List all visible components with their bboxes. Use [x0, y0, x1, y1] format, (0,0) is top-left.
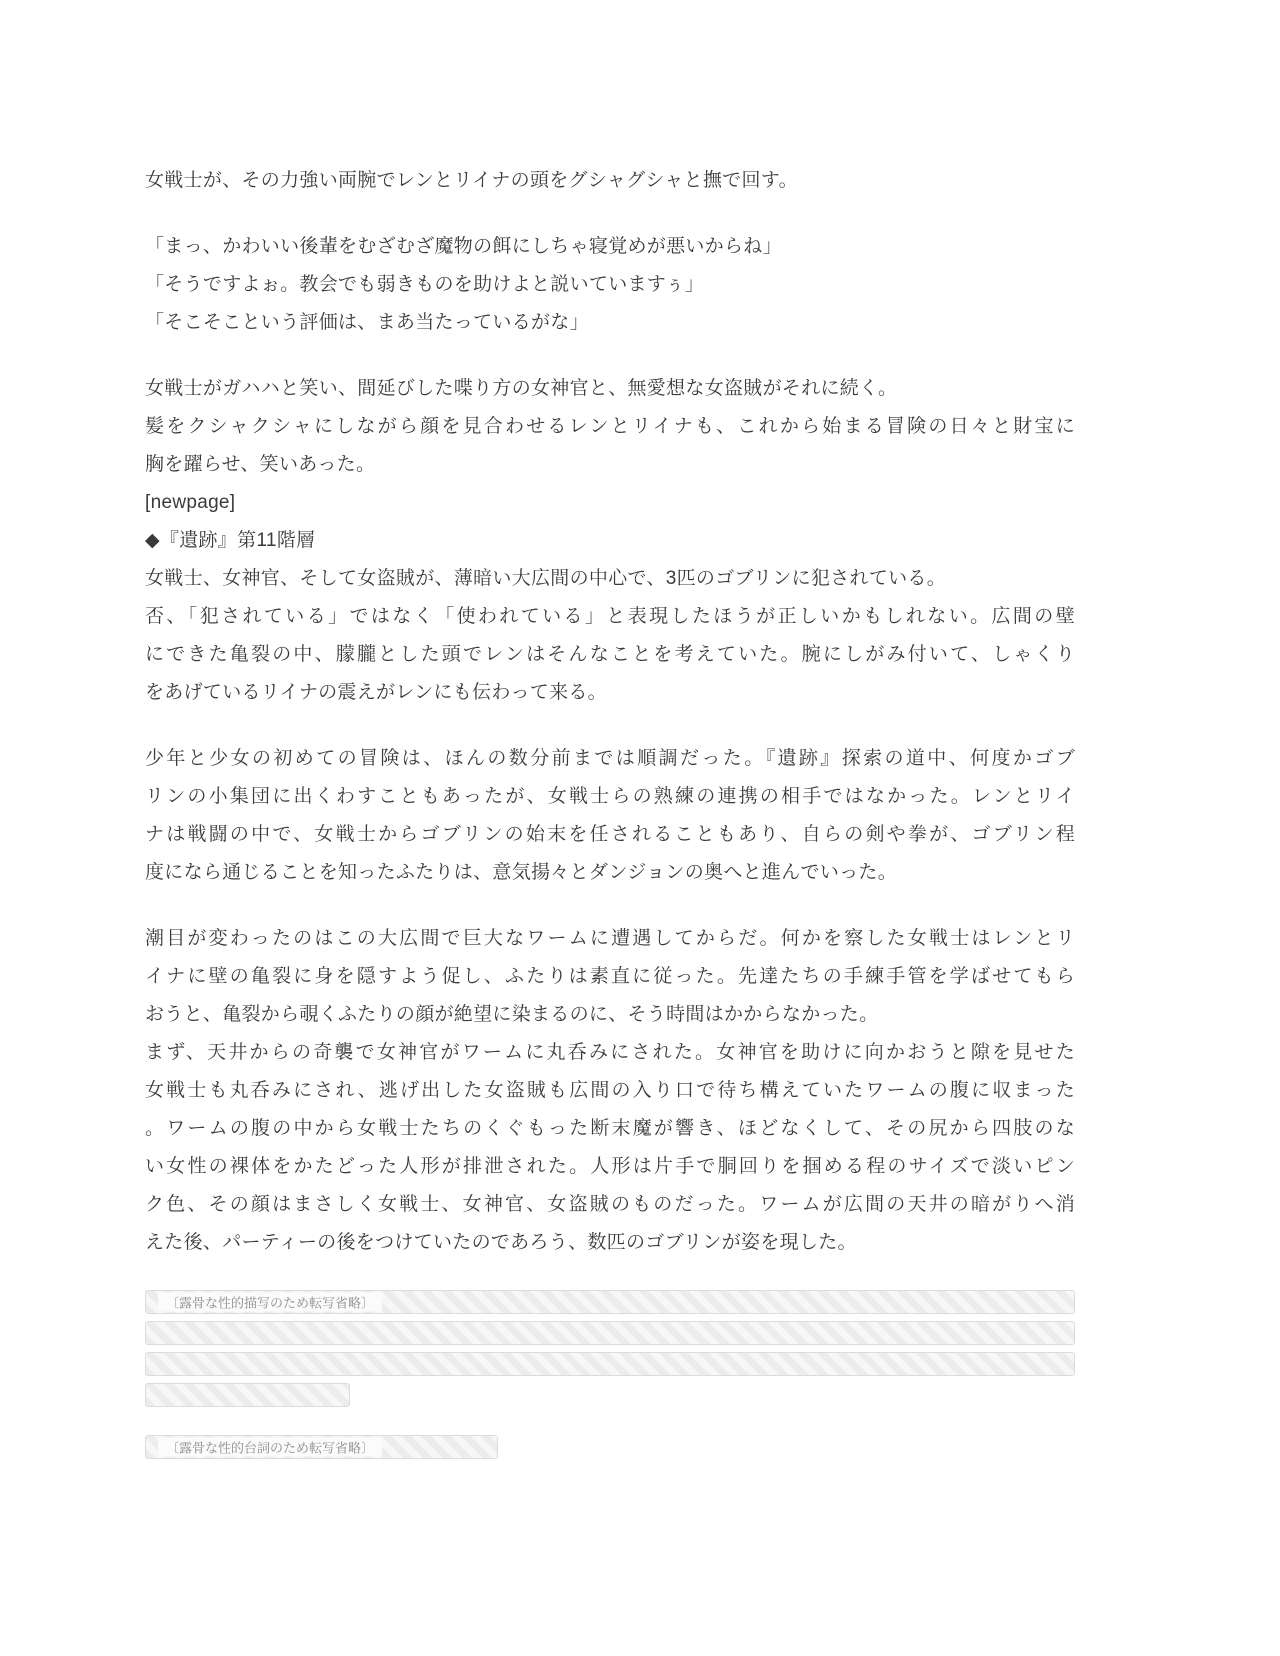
text-body	[145, 162, 1075, 1487]
redacted-line	[145, 1383, 350, 1407]
paragraph	[145, 370, 1075, 712]
text-line: 潮目が変わったのはこの大広間で巨大なワームに遭遇してからだ。何かを察した女戦士はレンとリ	[145, 928, 1075, 949]
text-line: 髪をクシャクシャにしながら顔を見合わせるレンとリイナも、これから始まる冒険の日々と財宝に	[145, 416, 1075, 437]
redacted-line	[145, 1321, 1075, 1345]
text-line: にできた亀裂の中、朦朧とした頭でレンはそんなことを考えていた。腕にしがみ付いて、しゃくり	[145, 644, 1075, 665]
text-line: 。ワームの腹の中から女戦士たちのくぐもった断末魔が響き、ほどなくして、その尻から四肢のな	[145, 1118, 1075, 1139]
text-line: 胸を躍らせ、笑いあった。	[145, 454, 376, 475]
paragraph	[145, 740, 1075, 892]
text-line: 「そこそこという評価は、まあ当たっているがな」	[145, 312, 589, 333]
redacted-line	[145, 1435, 498, 1459]
redacted-line	[145, 1290, 1075, 1314]
text-line: 度になら通じることを知ったふたりは、意気揚々とダンジョンの奥へと進んでいった。	[145, 862, 898, 883]
text-line: 女戦士、女神官、そして女盗賊が、薄暗い大広間の中心で、3匹のゴブリンに犯されている。	[145, 568, 947, 589]
text-line: おうと、亀裂から覗くふたりの顔が絶望に染まるのに、そう時間はかからなかった。	[145, 1004, 879, 1025]
paragraph	[145, 228, 1075, 342]
text-line: 「そうですよぉ。教会でも弱きものを助けよと説いていますぅ」	[145, 274, 705, 295]
text-line: イナに壁の亀裂に身を隠すよう促し、ふたりは素直に従った。先達たちの手練手管を学ばせてもら	[145, 966, 1075, 987]
paragraph	[145, 920, 1075, 1262]
text-line: をあげているリイナの震えがレンにも伝わって来る。	[145, 682, 607, 703]
text-line: まず、天井からの奇襲で女神官がワームに丸呑みにされた。女神官を助けに向かおうと隙を見せた	[145, 1042, 1075, 1063]
text-line: えた後、パーティーの後をつけていたのであろう、数匹のゴブリンが姿を現した。	[145, 1232, 857, 1253]
text-line: 女戦士も丸呑みにされ、逃げ出した女盗賊も広間の入り口で待ち構えていたワームの腹に収まった	[145, 1080, 1075, 1101]
text-line: 否、「犯されている」ではなく「使われている」と表現したほうが正しいかもしれない。広間の壁	[145, 606, 1075, 627]
paragraph	[145, 162, 1075, 200]
redaction-label: 〔露骨な性的描写のため転写省略〕	[158, 1293, 382, 1312]
text-line: ナは戦闘の中で、女戦士からゴブリンの始末を任されることもあり、自らの剣や拳が、ゴブリン程	[145, 824, 1075, 845]
redacted-line	[145, 1352, 1075, 1376]
text-line: ◆『遺跡』第11階層	[145, 530, 316, 551]
redaction-label: 〔露骨な性的台詞のため転写省略〕	[158, 1438, 382, 1457]
text-line: 女戦士がガハハと笑い、間延びした喋り方の女神官と、無愛想な女盗賊がそれに続く。	[145, 378, 898, 399]
text-line: 少年と少女の初めての冒険は、ほんの数分前までは順調だった。『遺跡』探索の道中、何度かゴブ	[145, 748, 1075, 769]
redacted-passage	[145, 1435, 1075, 1459]
redacted-passage	[145, 1290, 1075, 1407]
text-line: ク色、その顔はまさしく女戦士、女神官、女盗賊のものだった。ワームが広間の天井の暗がりへ消	[145, 1194, 1075, 1215]
text-line: い女性の裸体をかたどった人形が排泄された。人形は片手で胴回りを掴める程のサイズで淡いピン	[145, 1156, 1075, 1177]
text-line: [newpage]	[145, 492, 236, 513]
text-line: 「まっ、かわいい後輩をむざむざ魔物の餌にしちゃ寝覚めが悪いからね」	[145, 236, 782, 257]
text-line: 女戦士が、その力強い両腕でレンとリイナの頭をグシャグシャと撫で回す。	[145, 170, 798, 191]
text-line: リンの小集団に出くわすこともあったが、女戦士らの熟練の連携の相手ではなかった。レンとリイ	[145, 786, 1075, 807]
